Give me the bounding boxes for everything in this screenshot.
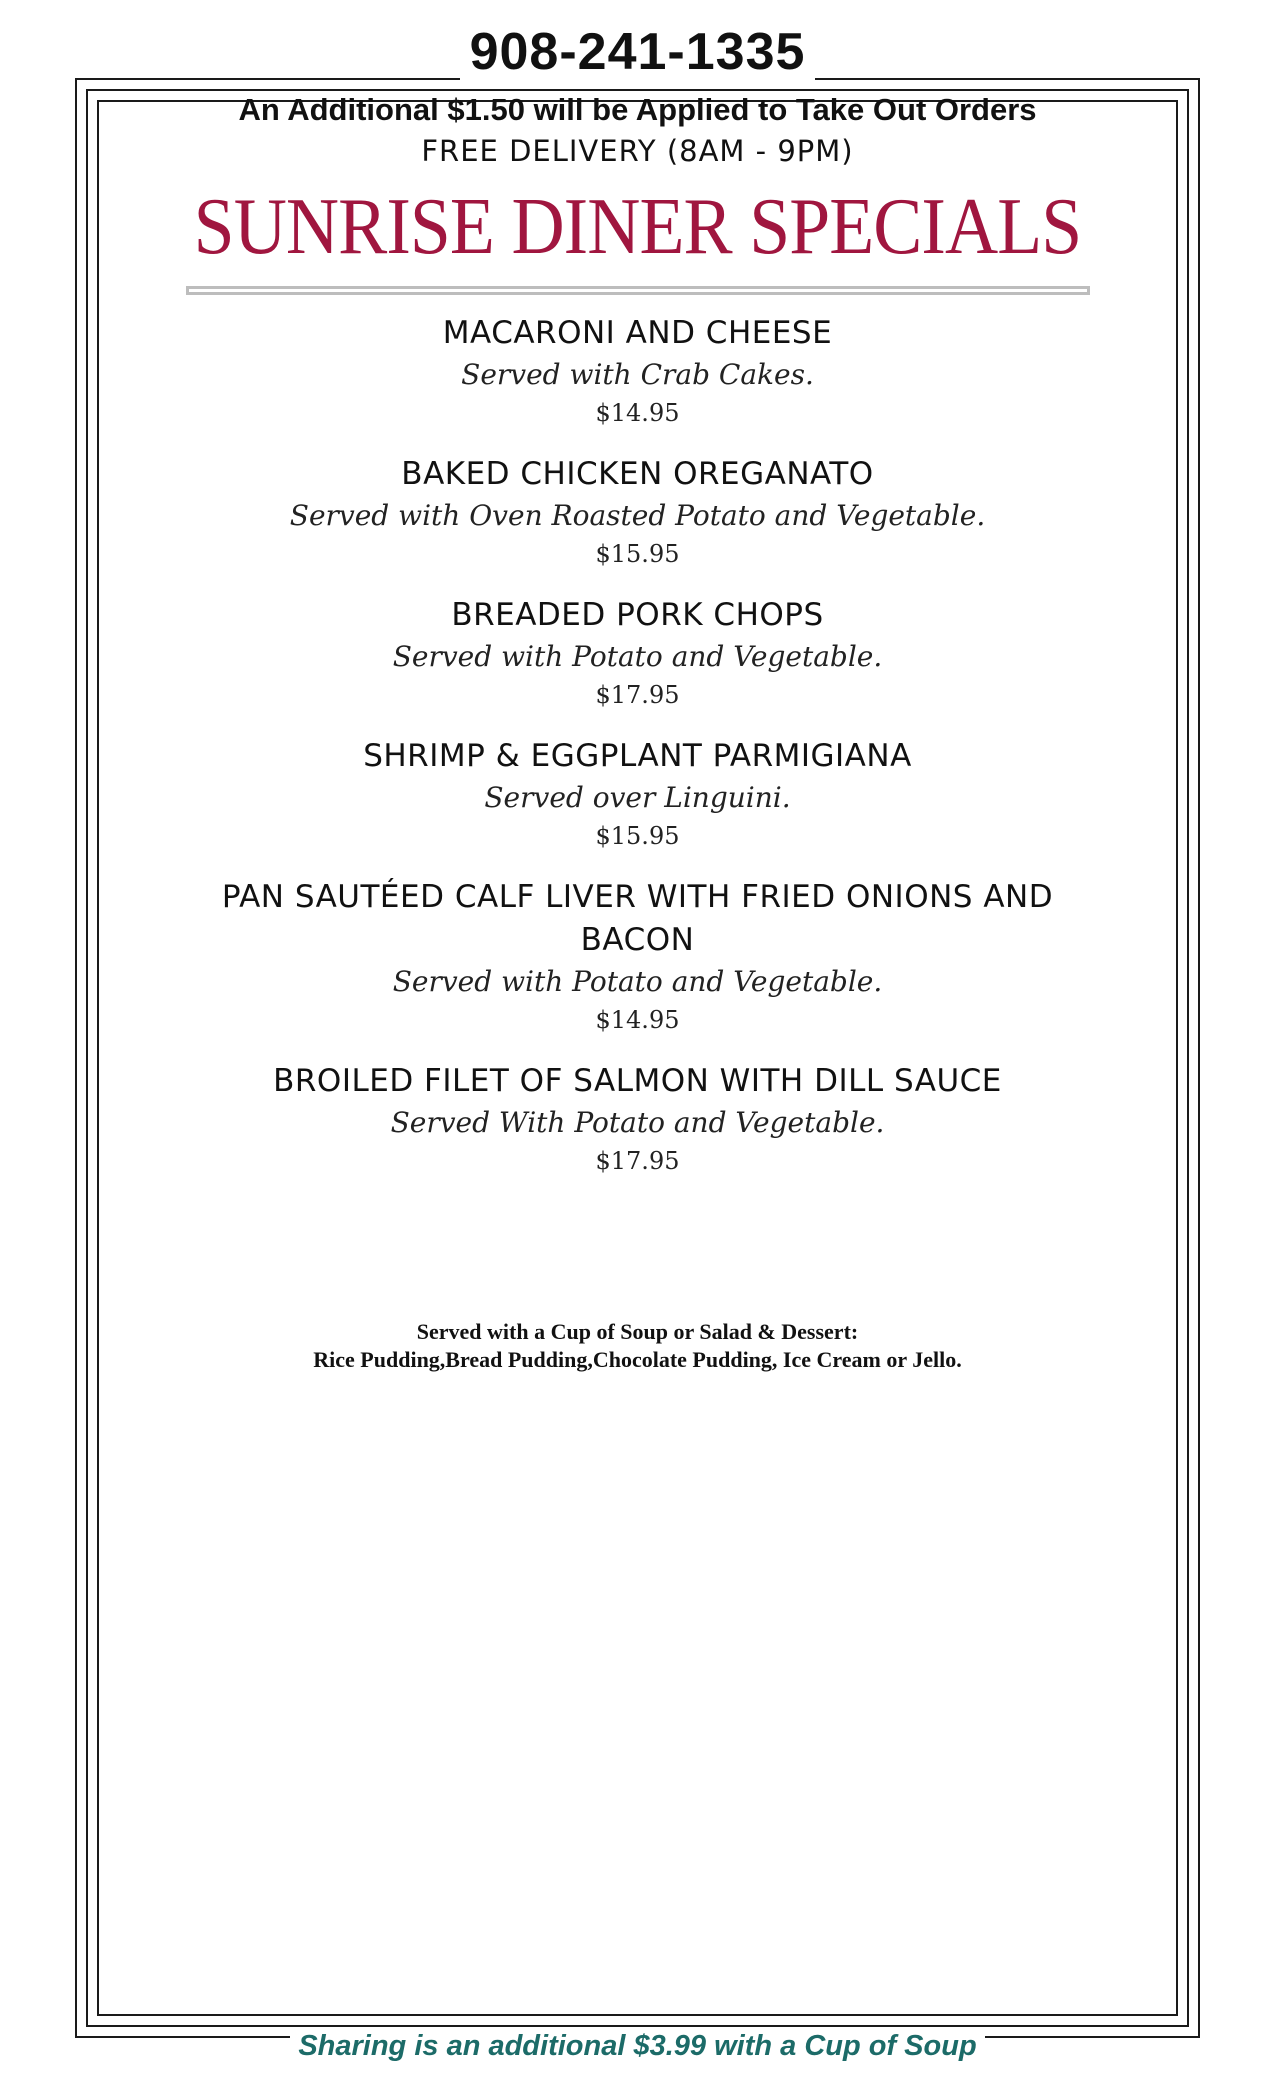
menu-item — [180, 453, 1095, 572]
menu-item — [180, 312, 1095, 431]
item-description: Served with Potato and Vegetable. — [392, 640, 883, 673]
sharing-notice — [0, 2030, 1275, 2063]
item-name: BAKED CHICKEN OREGANATO — [401, 456, 874, 492]
item-price: $15.95 — [595, 822, 680, 850]
item-name: MACARONI AND CHEESE — [442, 315, 833, 351]
item-description: Served With Potato and Vegetable. — [390, 1106, 885, 1139]
item-name: PAN SAUTÉED CALF LIVER WITH FRIED ONIONS AND BACON — [221, 879, 1054, 958]
item-price: $17.95 — [595, 1147, 680, 1175]
item-price: $14.95 — [595, 1006, 680, 1034]
menu-item — [180, 1060, 1095, 1179]
item-price: $17.95 — [595, 681, 680, 709]
sharing-text: Sharing is an additional $3.99 with a Cup of Soup — [290, 2030, 984, 2062]
item-description: Served with Crab Cakes. — [461, 358, 814, 391]
specials-list — [180, 312, 1095, 1201]
sides-line-2: Rice Pudding,Bread Pudding,Chocolate Pudding, Ice Cream or Jello. — [313, 1347, 962, 1372]
phone-number-text: 908-241-1335 — [460, 23, 816, 81]
item-description: Served with Potato and Vegetable. — [392, 965, 883, 998]
item-description: Served with Oven Roasted Potato and Vegetable. — [289, 499, 986, 532]
phone-number — [0, 22, 1275, 82]
item-name: SHRIMP & EGGPLANT PARMIGIANA — [363, 738, 912, 774]
item-price: $14.95 — [595, 399, 680, 427]
sides-line-1: Served with a Cup of Soup or Salad & Dessert: — [416, 1319, 859, 1344]
item-description: Served over Linguini. — [484, 781, 791, 814]
sides-note — [0, 1318, 1275, 1374]
page-title: SUNRISE DINER SPECIALS — [193, 183, 1082, 271]
title-divider — [186, 286, 1090, 295]
item-price: $15.95 — [595, 540, 680, 568]
menu-item — [180, 735, 1095, 854]
item-name: BROILED FILET OF SALMON WITH DILL SAUCE — [273, 1063, 1002, 1099]
item-name: BREADED PORK CHOPS — [451, 597, 824, 633]
menu-item — [180, 876, 1095, 1038]
delivery-notice: FREE DELIVERY (8AM - 9PM) — [421, 134, 854, 168]
takeout-notice: An Additional $1.50 will be Applied to Take Out Orders — [238, 92, 1037, 127]
menu-item — [180, 594, 1095, 713]
